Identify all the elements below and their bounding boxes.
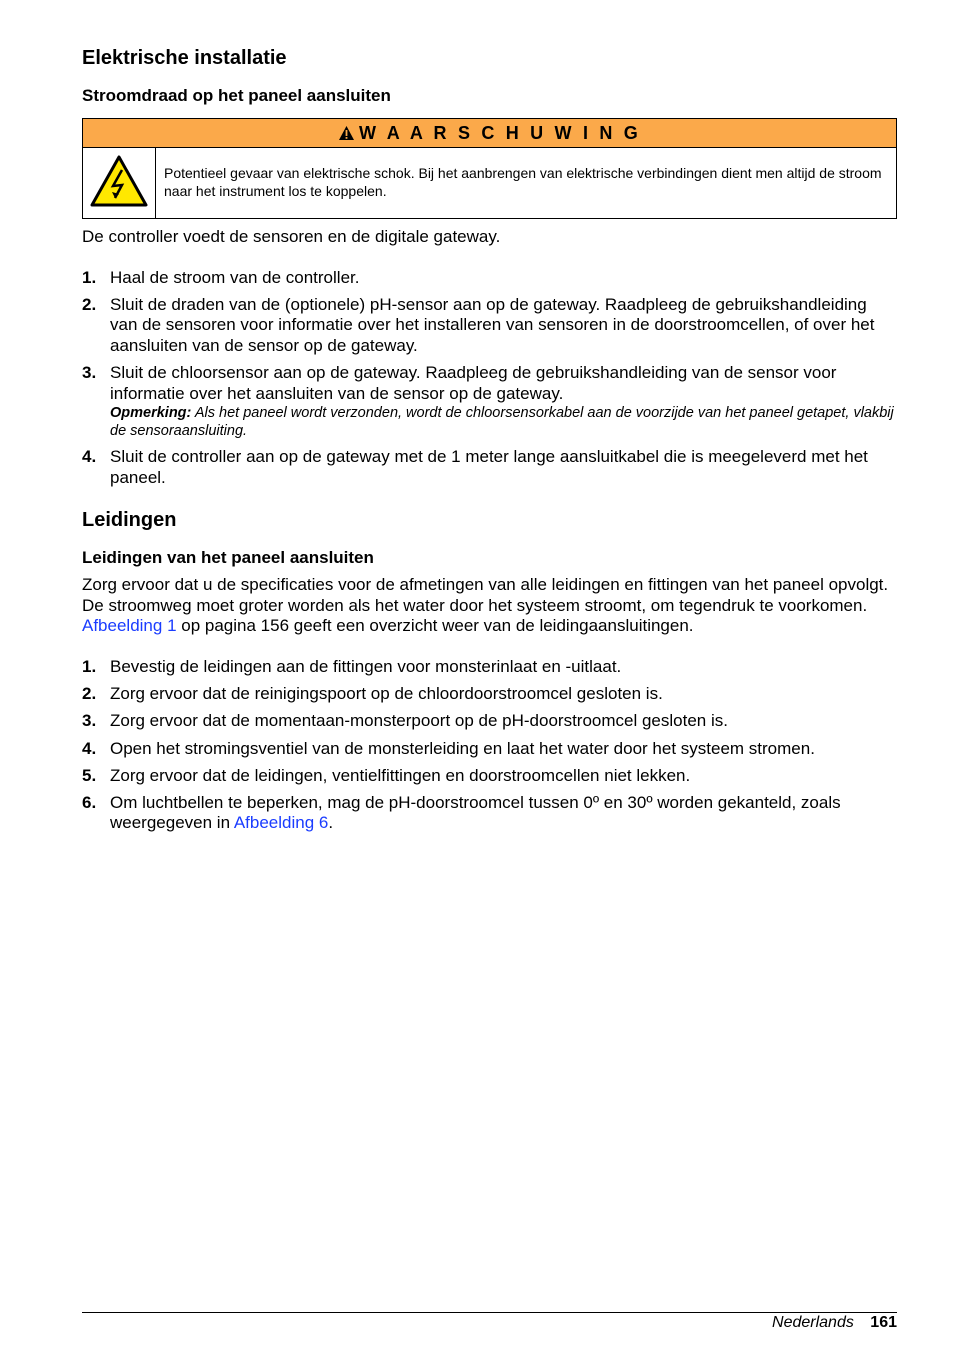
list-item	[82, 363, 897, 440]
list-item	[82, 684, 897, 705]
step-text: Open het stromingsventiel van de monsterleiding en laat het water door het systeem stromen.	[110, 738, 815, 758]
warning-box	[82, 118, 897, 219]
electrical-shock-warning-icon	[89, 154, 149, 213]
step-text: Zorg ervoor dat de leidingen, ventielfittingen en doorstroomcellen niet lekken.	[110, 765, 691, 785]
figure-1-link[interactable]: Afbeelding 1	[82, 616, 177, 635]
power-steps-list	[82, 268, 897, 488]
intro-paragraph-piping	[82, 575, 895, 637]
footer-language: Nederlands	[772, 1314, 854, 1331]
section-title-piping: Leidingen	[82, 509, 177, 531]
list-item	[82, 295, 897, 357]
step-text: Haal de stroom van de controller.	[110, 268, 360, 287]
page-footer	[772, 1313, 897, 1333]
section-title-electrical: Elektrische installatie	[82, 47, 287, 69]
step-text-after: .	[328, 813, 334, 833]
list-item	[82, 766, 897, 787]
step-number: 4.	[82, 738, 97, 758]
warning-header-label: W A A R S C H U W I N G	[359, 122, 641, 143]
step-text-before: Om luchtbellen te beperken, mag de pH-doorstroomcel tussen 0º en 30º worden gekanteld, zoals weergegeven in	[110, 792, 841, 833]
step-number: 2.	[82, 684, 97, 704]
piping-steps-list	[82, 657, 897, 834]
list-item	[82, 739, 897, 760]
step-text: Sluit de chloorsensor aan op de gateway. Raadpleeg de gebruikshandleiding van de sensor voor informatie over het aansluiten van de sensor op de gateway.	[110, 363, 837, 403]
step-number: 4.	[82, 447, 97, 466]
warning-triangle-icon	[338, 125, 355, 146]
intro-paragraph-power: De controller voedt de sensoren en de digitale gateway.	[82, 227, 501, 246]
step-text: Zorg ervoor dat de reinigingspoort op de chloordoorstroomcel gesloten is.	[110, 684, 663, 704]
step-number: 5.	[82, 765, 97, 785]
warning-text: Potentieel gevaar van elektrische schok. Bij het aanbrengen van elektrische verbindingen dient men altijd de stroom naar het instrument los te koppelen.	[164, 165, 882, 199]
figure-6-link[interactable]: Afbeelding 6	[233, 813, 329, 833]
subsection-title-piping: Leidingen van het paneel aansluiten	[82, 548, 374, 567]
step-number: 1.	[82, 268, 97, 287]
step-number: 6.	[82, 792, 97, 812]
step-text: Sluit de controller aan op de gateway met de 1 meter lange aansluitkabel die is meegeleverd met het paneel.	[110, 447, 868, 487]
list-item	[82, 657, 897, 678]
step-number: 3.	[82, 363, 97, 382]
note-text: Als het paneel wordt verzonden, wordt de chloorsensorkabel aan de voorzijde van het paneel getapet, vlakbij de sensoraansluiting.	[110, 405, 894, 439]
step-text: Bevestig de leidingen aan de fittingen voor monsterinlaat en -uitlaat.	[110, 657, 622, 676]
subsection-title-power: Stroomdraad op het paneel aansluiten	[82, 86, 391, 105]
list-item	[82, 711, 897, 732]
step-number: 1.	[82, 657, 97, 676]
note	[110, 404, 897, 440]
list-item	[82, 793, 897, 834]
list-item	[82, 268, 897, 289]
warning-header	[83, 119, 896, 148]
intro-text-before: Zorg ervoor dat u de specificaties voor de afmetingen van alle leidingen en fittingen van het paneel opvolgt. De stroomweg moet groter worden als het water door het systeem stroomt, om tegendruk te voorkomen.	[82, 575, 889, 615]
step-number: 3.	[82, 711, 97, 731]
step-text: Sluit de draden van de (optionele) pH-sensor aan op de gateway. Raadpleeg de gebruikshandleiding van de sensoren voor informatie over het installeren van sensoren in de doorstroomcellen, of over het aansluiten van de sensor op de gateway.	[110, 294, 875, 355]
note-label: Opmerking:	[110, 405, 192, 421]
step-number: 2.	[82, 294, 97, 314]
list-item	[82, 447, 897, 488]
page-number: 161	[870, 1314, 897, 1331]
step-text: Zorg ervoor dat de momentaan-monsterpoort op de pH-doorstroomcel gesloten is.	[110, 711, 728, 731]
intro-text-after: op pagina 156 geeft een overzicht weer van de leidingaansluitingen.	[176, 616, 694, 635]
